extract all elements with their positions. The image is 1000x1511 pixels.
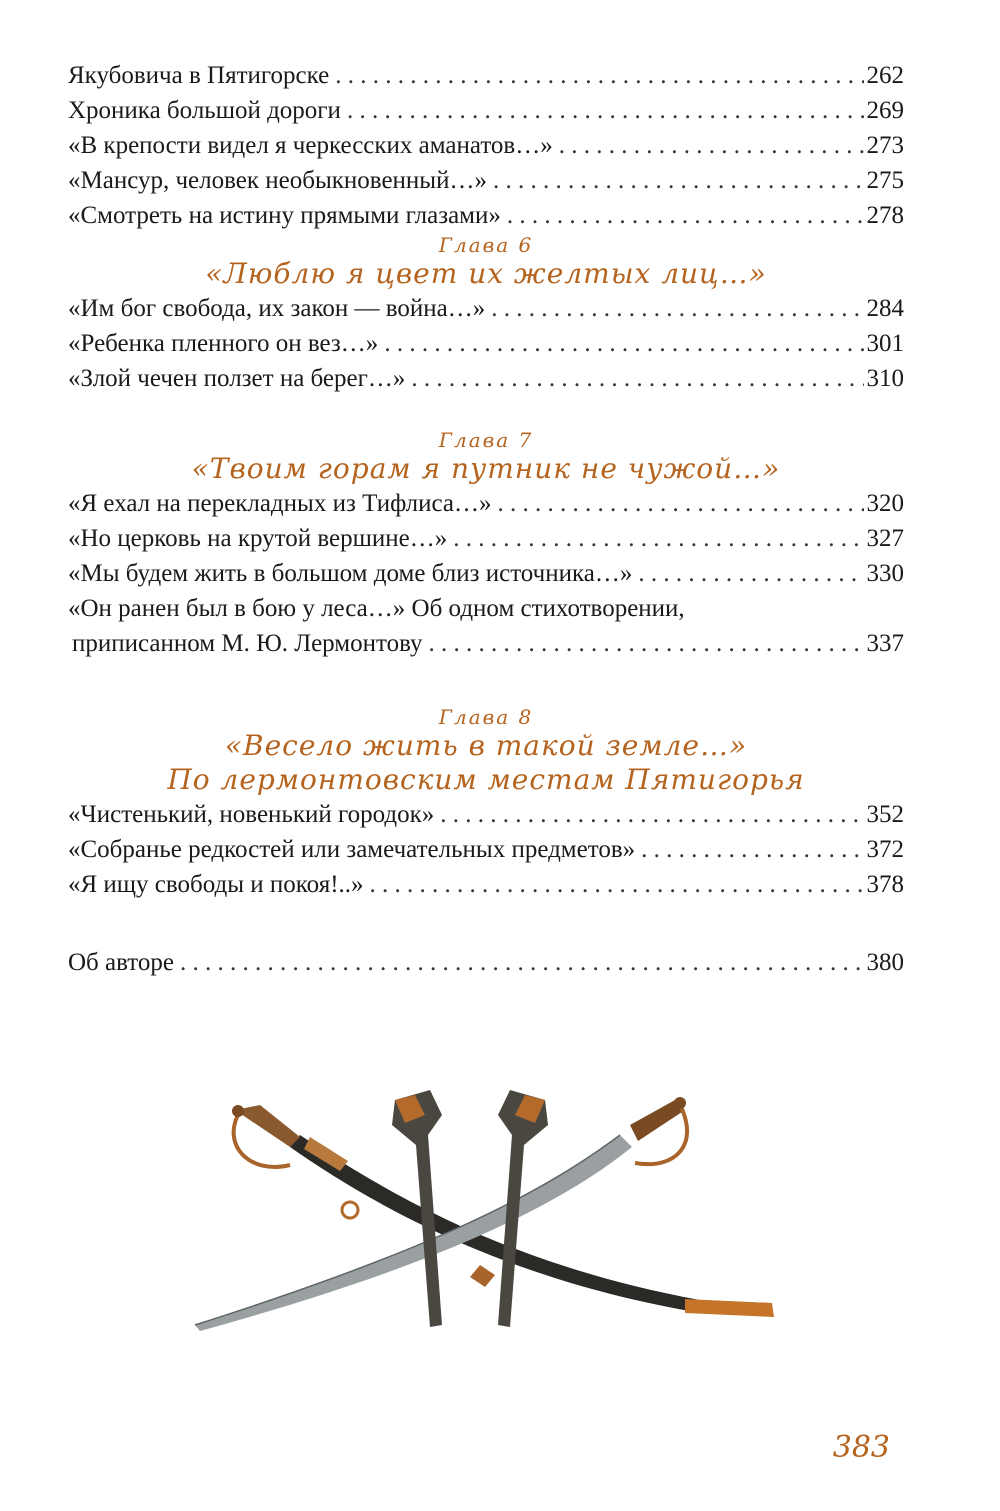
leader-dots bbox=[559, 128, 864, 163]
chapter-number: Глава 8 bbox=[438, 705, 534, 729]
toc-entry[interactable] bbox=[68, 291, 904, 326]
toc-entry-title: «Но церковь на крутой вершине…» bbox=[68, 525, 448, 552]
leader-dots bbox=[453, 521, 863, 556]
toc-entry-title: Хроника большой дороги bbox=[68, 97, 341, 124]
toc-entry-title: «Смотреть на истину прямыми глазами» bbox=[68, 202, 501, 229]
toc-entry-page: 284 bbox=[866, 295, 904, 322]
toc-entry-title: Якубовича в Пятигорске bbox=[68, 62, 330, 89]
toc-entry-title: «Собранье редкостей или замечательных предметов» bbox=[68, 836, 636, 863]
toc-entry-title: «Он ранен был в бою у леса…» Об одном стихотворении, bbox=[68, 595, 685, 622]
toc-entry[interactable] bbox=[68, 58, 904, 93]
crossed-sabres-illustration bbox=[180, 1075, 790, 1345]
toc-entry-about-author[interactable] bbox=[68, 945, 904, 980]
toc-entry-title: «Им бог свобода, их закон — война…» bbox=[68, 295, 486, 322]
chapter-title: «Весело жить в такой земле…» bbox=[224, 729, 748, 762]
toc-entry-page: 269 bbox=[866, 97, 904, 124]
toc-entry-page: 372 bbox=[866, 836, 904, 863]
leader-dots bbox=[384, 326, 863, 361]
toc-entry-page: 275 bbox=[866, 167, 904, 194]
crossing-scabbard bbox=[470, 1265, 495, 1287]
toc-entry[interactable] bbox=[68, 486, 904, 521]
chapter-number: Глава 7 bbox=[438, 428, 534, 452]
toc-entry[interactable] bbox=[68, 326, 904, 361]
toc-entry-title: «Ребенка пленного он вез…» bbox=[68, 330, 379, 357]
leader-dots bbox=[411, 361, 863, 396]
leader-dots bbox=[641, 832, 863, 867]
table-of-contents bbox=[68, 58, 904, 980]
toc-entry-title: «Мы будем жить в большом доме близ источника…» bbox=[68, 560, 633, 587]
toc-entry[interactable] bbox=[68, 556, 904, 591]
toc-entry-line bbox=[68, 591, 904, 626]
page-number: 383 bbox=[832, 1430, 890, 1465]
toc-entry-page: 273 bbox=[866, 132, 904, 159]
toc-entry-multiline[interactable] bbox=[68, 591, 904, 661]
toc-entry-page: 262 bbox=[866, 62, 904, 89]
toc-entry[interactable] bbox=[68, 832, 904, 867]
leader-dots bbox=[180, 945, 864, 980]
toc-entry-page: 380 bbox=[866, 949, 904, 976]
toc-entry[interactable] bbox=[68, 93, 904, 128]
toc-entry-page: 337 bbox=[866, 630, 904, 657]
toc-entry-page: 320 bbox=[866, 490, 904, 517]
chapter-number: Глава 6 bbox=[438, 233, 534, 257]
left-sabre-scabbard bbox=[290, 1135, 774, 1317]
leader-dots bbox=[493, 163, 864, 198]
toc-entry-title: «Мансур, человек необыкновенный…» bbox=[68, 167, 487, 194]
toc-entry-title-continued: приписанном М. Ю. Лермонтову bbox=[72, 630, 423, 657]
toc-entry-title: «Я ищу свободы и покоя!..» bbox=[68, 871, 364, 898]
chapter-subtitle: По лермонтовским местам Пятигорья bbox=[167, 763, 805, 796]
leader-dots bbox=[347, 93, 864, 128]
leader-dots bbox=[429, 626, 864, 661]
section-spacer bbox=[68, 661, 904, 705]
toc-entry[interactable] bbox=[68, 867, 904, 902]
leader-dots bbox=[507, 198, 864, 233]
toc-entry-page: 278 bbox=[866, 202, 904, 229]
section-spacer bbox=[68, 902, 904, 945]
toc-entry-title: «Я ехал на перекладных из Тифлиса…» bbox=[68, 490, 492, 517]
leader-dots bbox=[491, 291, 863, 326]
toc-entry-page: 327 bbox=[866, 525, 904, 552]
right-sabre-hilt bbox=[630, 1097, 687, 1164]
toc-entry[interactable] bbox=[68, 128, 904, 163]
leader-dots bbox=[440, 797, 863, 832]
section-spacer bbox=[68, 396, 904, 428]
chapter-title: «Твоим горам я путник не чужой…» bbox=[191, 452, 781, 485]
toc-entry[interactable] bbox=[68, 198, 904, 233]
leader-dots bbox=[335, 58, 863, 93]
chapter-heading-7 bbox=[68, 428, 904, 486]
toc-entry-line bbox=[68, 626, 904, 661]
toc-entry-page: 330 bbox=[866, 560, 904, 587]
leader-dots bbox=[498, 486, 864, 521]
toc-entry[interactable] bbox=[68, 163, 904, 198]
toc-entry-title: «Чистенький, новенький городок» bbox=[68, 801, 435, 828]
toc-entry-page: 310 bbox=[866, 365, 904, 392]
toc-entry-page: 378 bbox=[866, 871, 904, 898]
toc-entry[interactable] bbox=[68, 521, 904, 556]
chapter-heading-6 bbox=[68, 233, 904, 291]
toc-entry-page: 352 bbox=[866, 801, 904, 828]
toc-entry-title: Об авторе bbox=[68, 949, 174, 976]
toc-entry-page: 301 bbox=[866, 330, 904, 357]
chapter-title: «Люблю я цвет их желтых лиц…» bbox=[205, 257, 767, 290]
chapter-heading-8 bbox=[68, 705, 904, 797]
toc-entry-title: «В крепости видел я черкесских аманатов…» bbox=[68, 132, 553, 159]
toc-entry[interactable] bbox=[68, 797, 904, 832]
toc-entry[interactable] bbox=[68, 361, 904, 396]
leader-dots bbox=[638, 556, 863, 591]
toc-entry-title: «Злой чечен ползет на берег…» bbox=[68, 365, 406, 392]
leader-dots bbox=[370, 867, 864, 902]
